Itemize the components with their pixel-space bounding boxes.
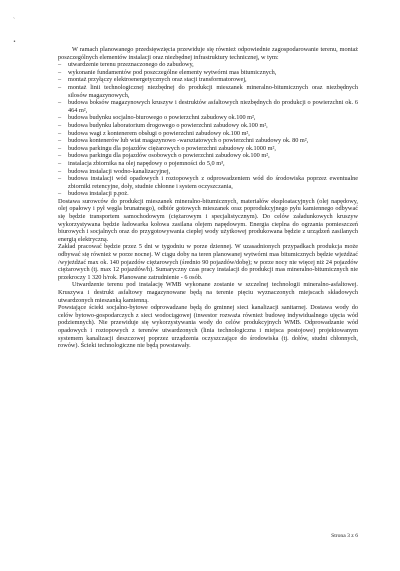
list-item: – utwardzenie terenu przeznaczonego do zabudowy, [58,61,358,69]
corner-mark: ` [13,18,16,24]
list-item: – budowa budynku socjalno-biurowego o powierzchni zabudowy ok.100 m², [58,114,358,122]
wastewater-paragraph: Powstające ścieki socjalno-bytowe odprowadzane będą do gminnej sieci kanalizacji sanitarnej. Dostawa wody do celów bytowo-gospodarczych z sieci wodociągowej (inwestor rozważa również budowę indywidualnego ujęcia wód podziemnych). Nie przewiduje się wykorzystywania wody do celów produkcyjnych WMB. Odprowadzanie wód opadowych i roztopowych z terenów utwardzonych (linia technologiczna i miejsca postojowe) projektowanym systemem kanalizacji deszczowej poprzez urządzenia oczyszczające do środowiska (tj. dołów, studni chłonnych, rowów). Ścieki technologiczne nie będą powstawały. [58,304,358,350]
surface-paragraph: Utwardzenie terenu pod instalację WMB wykonane zostanie w szczelnej technologii mineralno-asfaltowej. Kruszywa i destrukt asfaltowy magazynowane będą na terenie pięciu wyznaczonych miejscach składowych utwardzonych mieszanką kamienną. [58,281,358,304]
scope-list [58,61,358,198]
list-item: – montaż linii technologicznej niezbędnej do produkcji mieszanek mineralno-bitumicznych oraz niezbędnych silosów magazynowych, [58,84,358,99]
list-item: – budowa kontenerów lub wiat magazynowo -warsztatowych o powierzchni zabudowy ok. 80 m², [58,137,358,145]
page-number: Strona 3 z 6 [331,533,358,539]
list-item: – instalacja zbiornika na olej napędowy o pojemności do 5,0 m³, [58,160,358,168]
document-body [58,46,358,350]
operation-paragraph: Zakład pracować będzie przez 5 dni w tygodniu w porze dziennej. W uzasadnionych przypadkach produkcja może odbywać się również w porze nocnej. W ciągu doby na teren planowanej wytwórni mas bitumicznych będzie wjeżdżać /wyjeżdżać max ok. 140 pojazdów ciężarowych (średnio 90 pojazdów/dobę); w porze nocy nie więcej niż 24 pojazdów ciężarowych (tj. max 12 pojazdów/h). Sumaryczny czas pracy instalacji do produkcji mas mineralno-bitumicznych nie przekroczy 1 320 h/rok. Planowane zatrudnienie - 6 osób. [58,243,358,281]
supply-paragraph: Dostawa surowców do produkcji mieszanek mineralno-bitumicznych, materiałów eksploatacyjnych (olej napędowy, olej opałowy i pył węgla brunatnego), odbiór gotowych mieszanek oraz poprodukcyjnego pyłu kamiennego odbywać się będzie transportem samochodowym (ciężarowym i specjalistycznym). Do celów załadunkowych kruszyw wykorzystywana będzie ładowarka kołowa zasilana olejem napędowym. Energia cieplna do ogrzania pomieszczeń biurowych i socjalnych oraz do przygotowywania ciepłej wody użytkowej produkowana będzie z urządzeń zasilanych energią elektryczną. [58,197,358,243]
intro-paragraph: W ramach planowanego przedsięwzięcia przewiduje się również odpowiednie zagospodarowanie terenu, montaż poszczególnych elementów instalacji oraz niezbędnej infrastruktury technicznej, w tym: [58,46,358,61]
list-item: – budowa budynku laboratorium drogowego o powierzchni zabudowy ok.100 m², [58,122,358,130]
list-item: – budowa wagi z kontenerem obsługi o powierzchni zabudowy ok.100 m², [58,130,358,138]
list-item: – budowa instalacji wód opadowych i roztopowych z odprowadzeniem wód do środowiska poprzez ewentualne zbiorniki retencyjne, doły, studnie chłonne i system oczyszczania, [58,175,358,190]
list-item: – wykonanie fundamentów pod poszczególne elementy wytwórni mas bitumicznych, [58,69,358,77]
list-item: – budowa parkingu dla pojazdów ciężarowych o powierzchni zabudowy ok.1000 m², [58,145,358,153]
list-item: – budowa boksów magazynowych kruszyw i destruktów asfaltowych niezbędnych do produkcji o powierzchni ok. 6 464 m², [58,99,358,114]
list-item: – montaż przyłączy elektroenergetycznych oraz stacji transformatorowej, [58,76,358,84]
bullet-mark: • [13,39,16,45]
list-item: – budowa instalacji p.poż. [58,190,358,198]
list-item: – budowa instalacji wodno-kanalizacyjnej, [58,168,358,176]
list-item: – budowa parkingu dla pojazdów osobowych o powierzchni zabudowy ok.100 m², [58,152,358,160]
